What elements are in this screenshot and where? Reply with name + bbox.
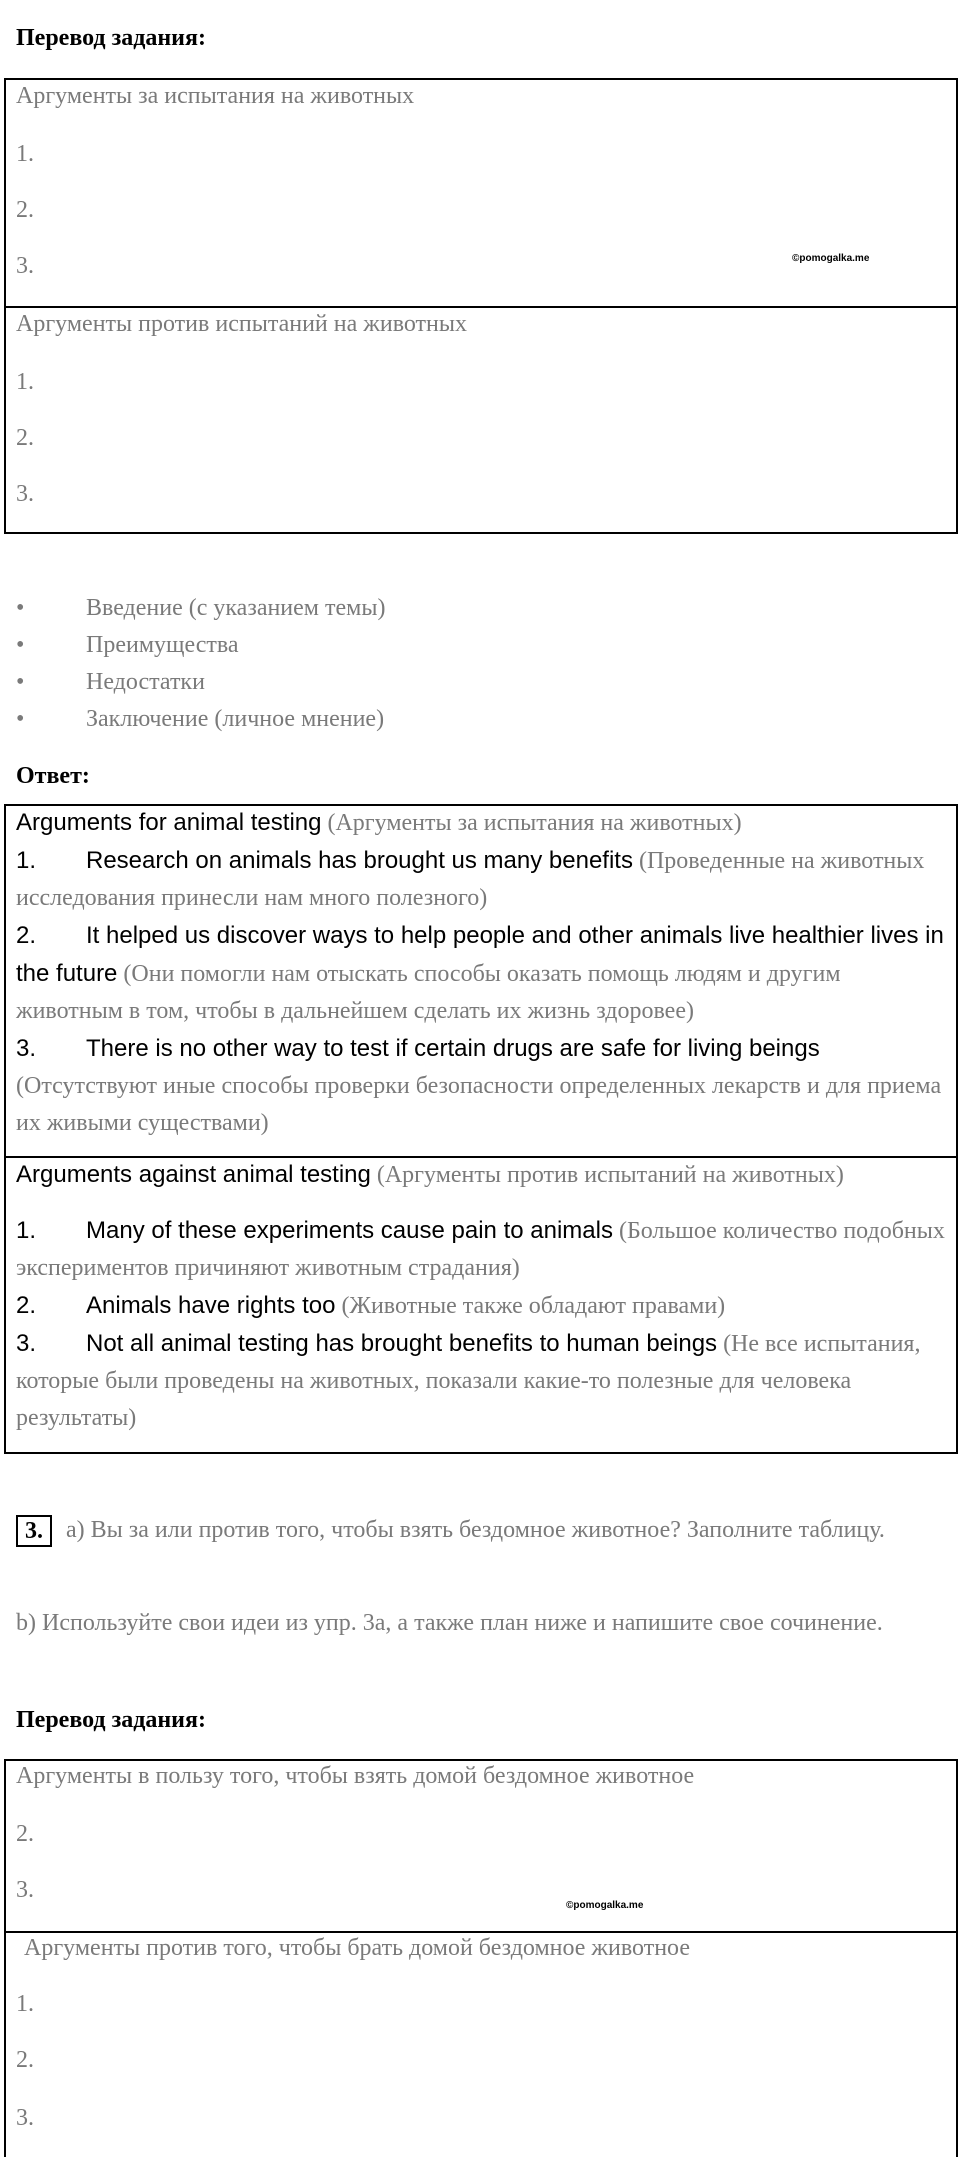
translation-table-1 (4, 78, 958, 534)
bullet-icon: • (16, 669, 25, 695)
table-divider (6, 306, 956, 308)
for-arguments-title: Аргументы за испытания на животных (16, 83, 415, 109)
answer-for-item-2: 2. It helped us discover ways to help people and other animals live healthier lives in the future (Они помогли нам отыскать способы оказать помощь людям и другим животным в том, чтобы в дальнейшем сделать их жизнь здоровее) (16, 922, 944, 1024)
against-arguments-title: Аргументы против того, чтобы брать домой бездомное животное (24, 1935, 690, 1961)
bullet-icon: • (16, 706, 25, 732)
answer-against-item-1: 1. Many of these experiments cause pain to animals (Большое количество подобных экспериментов причиняют животным страдания) (16, 1217, 945, 1281)
plan-item-label: Недостатки (86, 669, 205, 695)
task-number-badge: 3. (16, 1515, 52, 1547)
answer-for-item-1: 1. Research on animals has brought us many benefits (Проведенные на животных исследования принесли нам много полезного) (16, 847, 925, 911)
answer-for-item-3: 3. There is no other way to test if certain drugs are safe for living beings (Отсутствуют иные способы проверки безопасности определенных лекарств и для приема их живыми существами) (16, 1035, 942, 1136)
plan-item-label: Заключение (личное мнение) (86, 706, 385, 732)
bullet-icon: • (16, 595, 25, 621)
answer-against-item-3: 3. Not all animal testing has brought benefits to human beings (Не все испытания, которые были проведены на животных, показали какие-то полезные для человека результаты) (16, 1330, 921, 1431)
watermark: ©pomogalka.me (792, 253, 870, 264)
for-item-1: 1. (16, 141, 34, 167)
for-item-3: 3. (16, 253, 34, 279)
answer-for-title: Arguments for animal testing (Аргументы за испытания на животных) (16, 809, 742, 836)
against-item-1: 1. (16, 369, 34, 395)
table-divider (6, 1931, 956, 1933)
for-arguments-title: Аргументы в пользу того, чтобы взять домой бездомное животное (16, 1763, 695, 1789)
against-item-1: 1. (16, 1991, 34, 2017)
against-item-2: 2. (16, 425, 34, 451)
task3-part-b: b) Используйте свои идеи из упр. 3a, а также план ниже и напишите свое сочинение. (16, 1610, 883, 1636)
answer-against-title: Arguments against animal testing (Аргументы против испытаний на животных) (16, 1161, 844, 1188)
bullet-icon: • (16, 632, 25, 658)
against-item-3: 3. (16, 481, 34, 507)
answer-against-cell (16, 1156, 948, 1437)
answer-for-cell (16, 804, 948, 1142)
for-item-3: 3. (16, 1877, 34, 1903)
answer-against-item-2: 2. Animals have rights too (Животные также обладают правами) (16, 1292, 726, 1319)
against-arguments-title: Аргументы против испытаний на животных (16, 311, 468, 337)
watermark: ©pomogalka.me (566, 1900, 644, 1911)
for-item-2: 2. (16, 197, 34, 223)
answer-heading: Ответ: (16, 763, 90, 789)
against-item-3: 3. (16, 2105, 34, 2131)
plan-item-label: Преимущества (86, 632, 239, 658)
task3-part-a: a) Вы за или против того, чтобы взять бездомное животное? Заполните таблицу. (66, 1517, 885, 1543)
for-item-2: 2. (16, 1821, 34, 1847)
task-translation-heading: Перевод задания: (16, 25, 206, 51)
plan-item-label: Введение (с указанием темы) (86, 595, 386, 621)
against-item-2: 2. (16, 2047, 34, 2073)
task-translation-heading-2: Перевод задания: (16, 1707, 206, 1733)
